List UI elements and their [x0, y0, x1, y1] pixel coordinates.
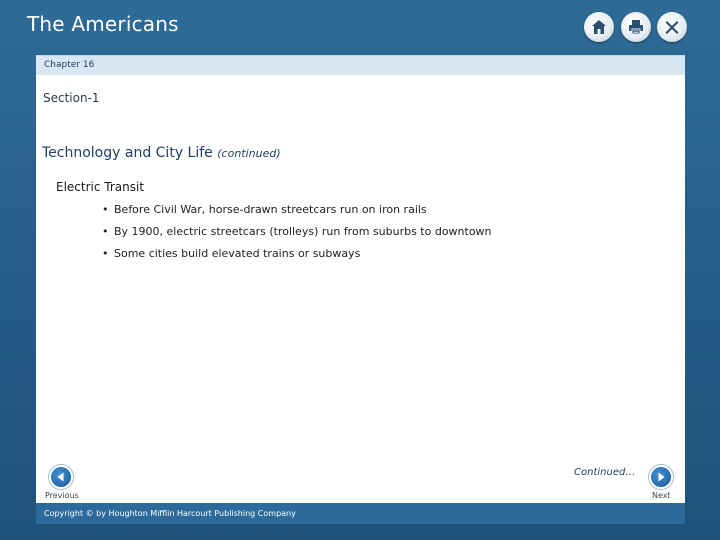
printer-icon: [627, 18, 645, 36]
chapter-bar: [36, 55, 685, 76]
arrow-left-icon: [55, 471, 67, 483]
slide-title-suffix: (continued): [217, 147, 281, 160]
close-icon: [663, 18, 681, 36]
bullet-list: [102, 202, 492, 268]
home-icon: [590, 18, 608, 36]
slide-title: [42, 145, 281, 161]
copyright-text: Copyright © by Houghton Mifflin Harcourt Publishing Company: [44, 509, 296, 518]
print-button[interactable]: [621, 12, 651, 42]
section-label: Section-1: [43, 91, 100, 105]
app-title: The Americans: [27, 12, 179, 36]
bullet-item: • Before Civil War, horse-drawn streetcars run on iron rails: [102, 202, 492, 224]
slide-content: [36, 75, 685, 503]
next-label[interactable]: Next: [652, 491, 671, 500]
topic-heading: Electric Transit: [56, 180, 145, 194]
bullet-item: • Some cities build elevated trains or subways: [102, 246, 492, 268]
slide-title-text: Technology and City Life: [42, 145, 213, 161]
next-button[interactable]: [649, 465, 673, 489]
close-button[interactable]: [657, 12, 687, 42]
arrow-right-icon: [655, 471, 667, 483]
footer-bar: [36, 503, 685, 524]
home-button[interactable]: [584, 12, 614, 42]
bullet-item: • By 1900, electric streetcars (trolleys) run from suburbs to downtown: [102, 224, 492, 246]
chapter-label: Chapter 16: [44, 60, 95, 70]
previous-label[interactable]: Previous: [45, 491, 79, 500]
continued-label: Continued…: [574, 467, 636, 478]
previous-button[interactable]: [49, 465, 73, 489]
